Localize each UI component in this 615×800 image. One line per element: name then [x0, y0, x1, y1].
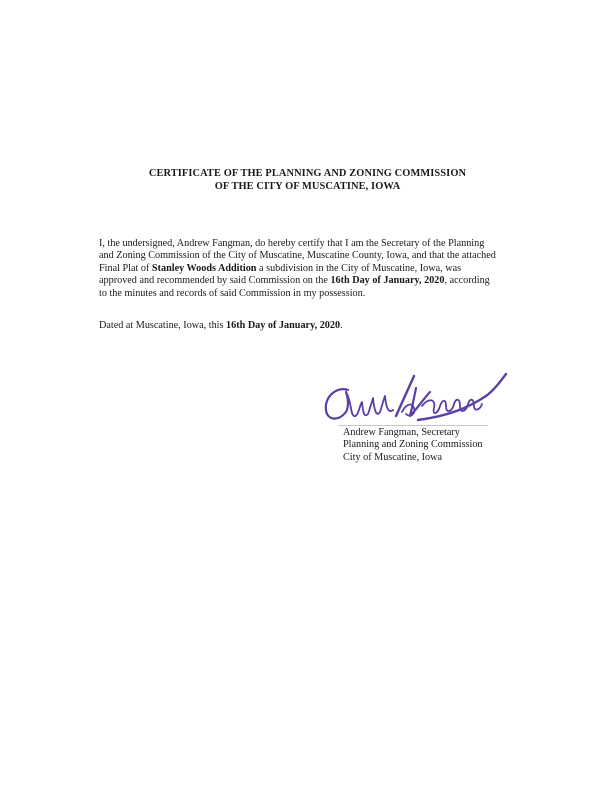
signature-line [338, 425, 488, 426]
signer-name-title: Andrew Fangman, Secretary [343, 427, 460, 438]
signature-block [343, 427, 483, 464]
body-line-1: I, the undersigned, Andrew Fangman, do hereby certify that I am the Secretary of the Planning [99, 238, 485, 249]
dated-paragraph [99, 320, 343, 332]
body-line-4-start: approved and recommended by said Commission on the [99, 275, 331, 287]
certification-paragraph [99, 238, 496, 300]
signer-commission: Planning and Zoning Commission [343, 439, 483, 451]
body-line-3-start: Final Plat of [99, 262, 152, 274]
body-line-3-end: a subdivision in the City of Muscatine, Iowa, was [256, 262, 462, 274]
title-line-1: CERTIFICATE OF THE PLANNING AND ZONING COMMISSION [148, 168, 467, 179]
certificate-title [0, 168, 615, 193]
handwritten-signature [318, 368, 518, 430]
plat-name: Stanley Woods Addition [151, 262, 257, 274]
dated-line [99, 320, 343, 332]
title-line-2: OF THE CITY OF MUSCATINE, IOWA [214, 180, 401, 192]
approval-date: 16th Day of January, 2020 [330, 275, 445, 287]
dated-end: . [340, 320, 343, 331]
body-line-3 [99, 263, 496, 275]
body-line-4-end: , according [444, 275, 490, 287]
body-line-4 [99, 275, 496, 287]
signer-city: City of Muscatine, Iowa [343, 451, 443, 463]
dated-start: Dated at Muscatine, Iowa, this [99, 320, 227, 331]
body-line-5: to the minutes and records of said Commission in my possession. [99, 287, 366, 299]
body-line-2: and Zoning Commission of the City of Muscatine, Muscatine County, Iowa, and that the attached [99, 250, 496, 262]
dated-date: 16th Day of January, 2020 [226, 320, 341, 331]
